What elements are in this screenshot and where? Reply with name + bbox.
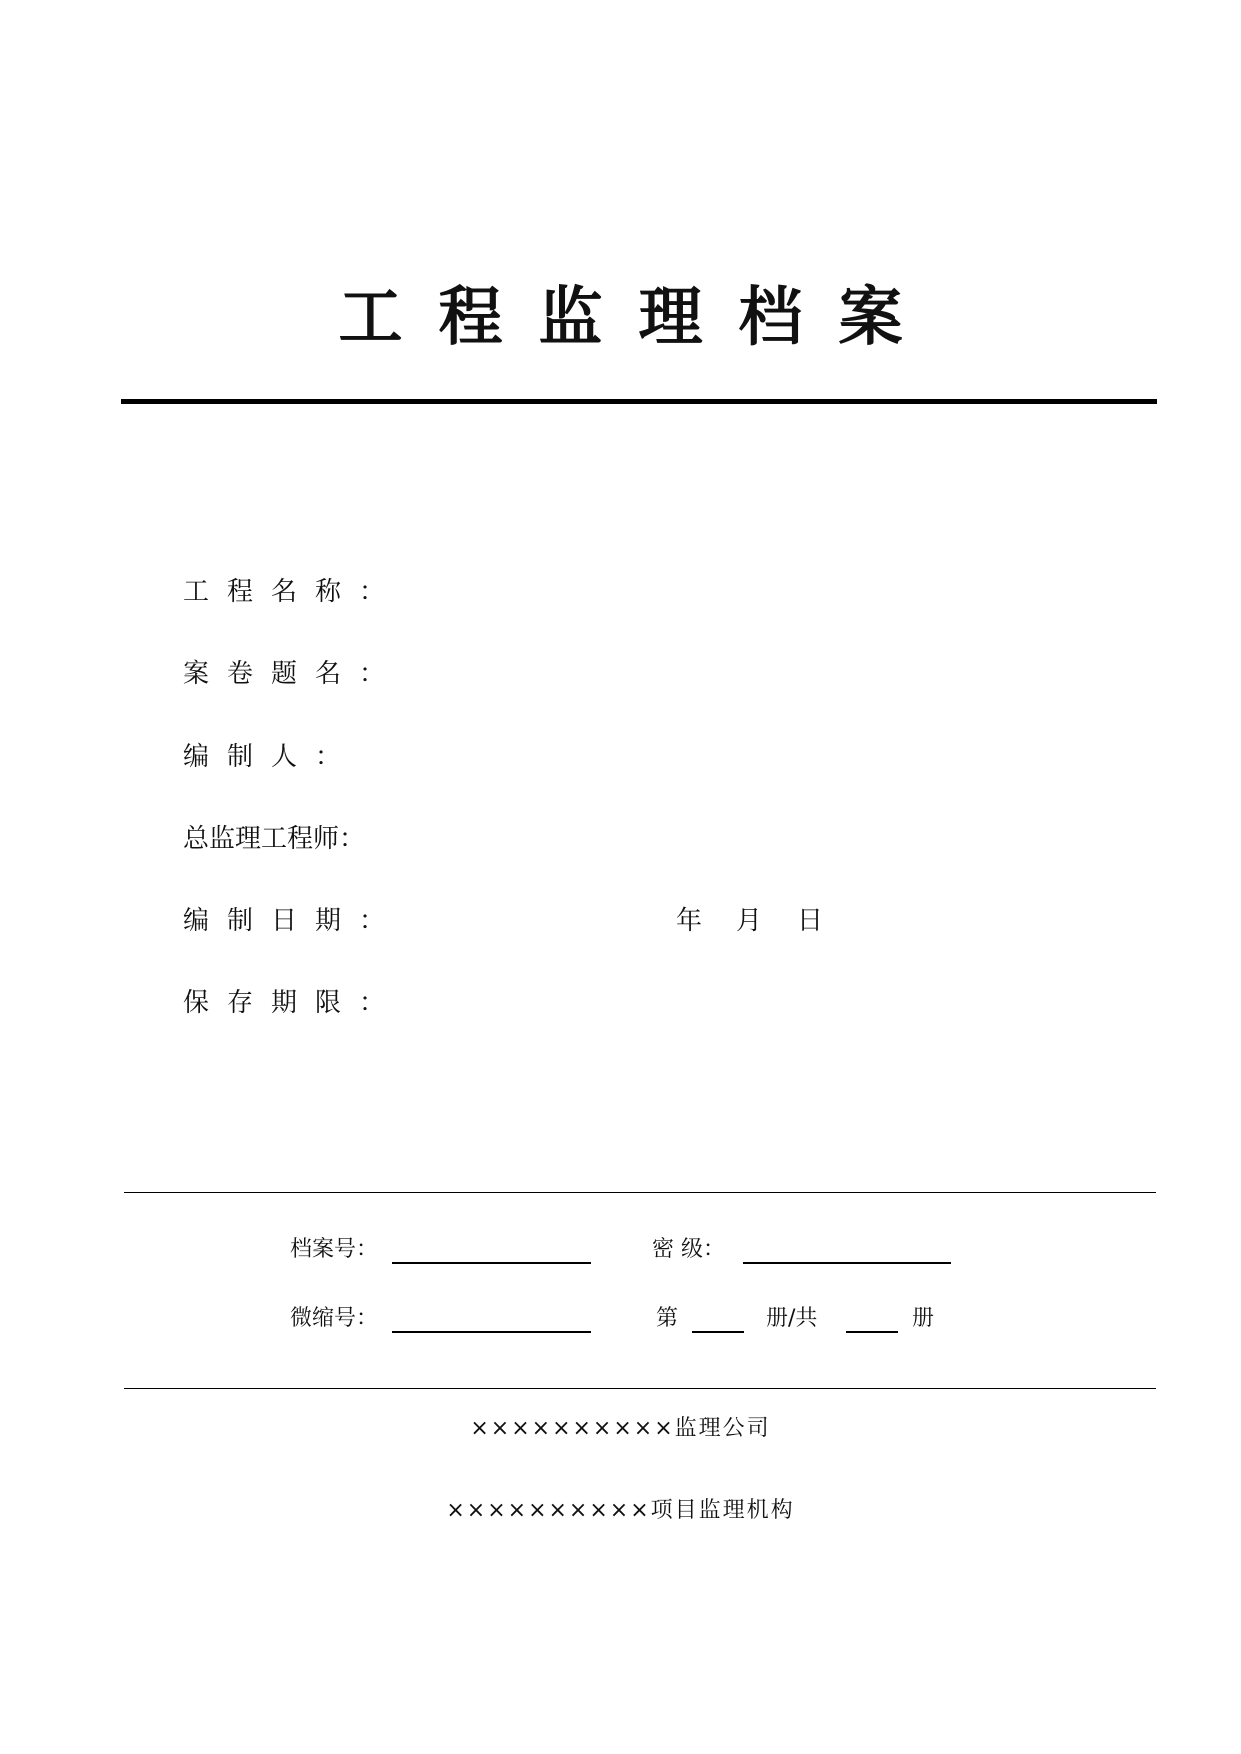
microfilm-no-blank[interactable] xyxy=(392,1331,591,1333)
field-retention-period-label: 保存期限 xyxy=(183,988,360,1018)
volume-total-blank[interactable] xyxy=(846,1331,898,1333)
field-colon: ： xyxy=(359,577,386,607)
field-volume-title xyxy=(183,657,385,691)
field-colon: ： xyxy=(339,824,366,854)
field-volume-title-label: 案卷题名 xyxy=(183,659,360,689)
archive-no-blank[interactable] xyxy=(392,1262,591,1264)
field-compile-date-label: 编制日期 xyxy=(183,906,360,936)
document-title: 工程监理档案 xyxy=(338,281,939,355)
field-project-name xyxy=(183,575,385,609)
volume-suffix-label: 册 xyxy=(912,1306,935,1331)
microfilm-no-label: 微缩号： xyxy=(290,1306,379,1331)
archive-no-label: 档案号： xyxy=(290,1237,379,1262)
field-colon: ： xyxy=(315,742,342,772)
field-colon: ： xyxy=(359,906,386,936)
field-retention-period xyxy=(183,986,385,1020)
title-underline xyxy=(121,399,1157,404)
field-compiler xyxy=(183,740,341,774)
supervision-company: ××××××××××监理公司 xyxy=(470,1416,771,1441)
date-year-label: 年 xyxy=(676,906,703,936)
archive-section-bottom-rule xyxy=(124,1388,1156,1389)
date-month-label: 月 xyxy=(736,906,763,936)
field-colon: ： xyxy=(359,988,386,1018)
field-colon: ： xyxy=(359,659,386,689)
archive-section-top-rule xyxy=(124,1192,1156,1193)
field-chief-engineer xyxy=(183,822,365,856)
field-project-name-label: 工程名称 xyxy=(183,577,360,607)
project-supervision-org: ××××××××××项目监理机构 xyxy=(446,1498,795,1523)
volume-middle-label: 册/共 xyxy=(766,1306,818,1331)
field-chief-engineer-label: 总监理工程师 xyxy=(183,824,340,854)
date-day-label: 日 xyxy=(797,906,824,936)
secrecy-blank[interactable] xyxy=(743,1262,951,1264)
volume-number-blank[interactable] xyxy=(692,1331,744,1333)
field-compile-date xyxy=(183,904,385,938)
secrecy-label: 密 级： xyxy=(652,1237,725,1262)
field-compiler-label: 编制人 xyxy=(183,742,316,772)
volume-prefix-label: 第 xyxy=(656,1306,679,1331)
